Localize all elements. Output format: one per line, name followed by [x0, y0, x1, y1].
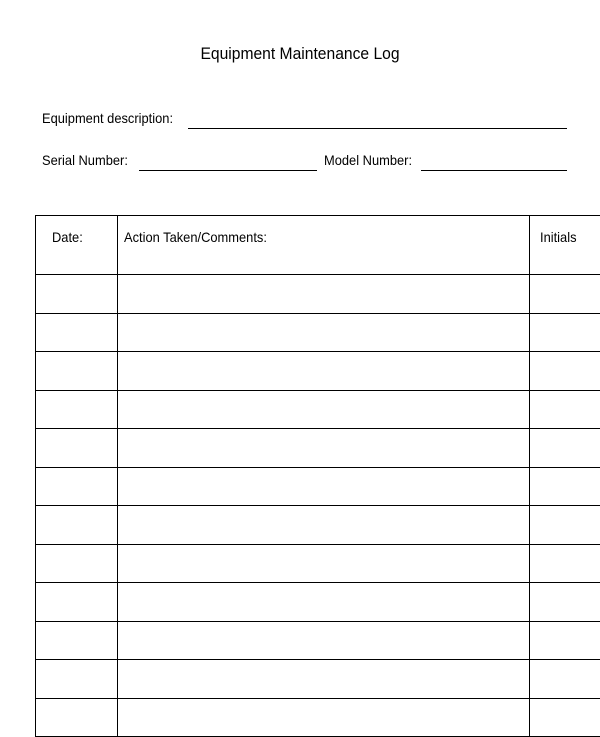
equipment-description-label: Equipment description: — [42, 110, 173, 126]
date-cell[interactable] — [36, 544, 118, 583]
action-cell[interactable] — [118, 467, 530, 506]
action-cell[interactable] — [118, 506, 530, 545]
initials-cell[interactable] — [530, 429, 600, 468]
date-cell[interactable] — [36, 313, 118, 352]
date-cell[interactable] — [36, 352, 118, 391]
action-cell[interactable] — [118, 698, 530, 737]
date-cell[interactable] — [36, 429, 118, 468]
date-cell[interactable] — [36, 660, 118, 699]
page-title: Equipment Maintenance Log — [24, 44, 576, 64]
action-cell[interactable] — [118, 621, 530, 660]
serial-number-label: Serial Number: — [42, 152, 128, 168]
initials-cell[interactable] — [530, 390, 600, 429]
action-cell[interactable] — [118, 275, 530, 314]
column-header-action: Action Taken/Comments: — [118, 216, 530, 275]
initials-cell[interactable] — [530, 467, 600, 506]
initials-cell[interactable] — [530, 313, 600, 352]
table-header-row — [36, 216, 600, 275]
table-row — [36, 352, 600, 391]
table-row — [36, 506, 600, 545]
column-header-initials: Initials — [530, 216, 600, 275]
table-row — [36, 698, 600, 737]
action-cell[interactable] — [118, 352, 530, 391]
date-cell[interactable] — [36, 506, 118, 545]
action-cell[interactable] — [118, 313, 530, 352]
initials-cell[interactable] — [530, 583, 600, 622]
initials-cell[interactable] — [530, 352, 600, 391]
table-row — [36, 313, 600, 352]
initials-cell[interactable] — [530, 621, 600, 660]
table-body — [36, 275, 600, 737]
action-cell[interactable] — [118, 390, 530, 429]
date-cell[interactable] — [36, 275, 118, 314]
initials-cell[interactable] — [530, 275, 600, 314]
table-row — [36, 467, 600, 506]
initials-cell[interactable] — [530, 544, 600, 583]
action-cell[interactable] — [118, 429, 530, 468]
table-row — [36, 429, 600, 468]
table-row — [36, 621, 600, 660]
initials-cell[interactable] — [530, 660, 600, 699]
date-cell[interactable] — [36, 467, 118, 506]
table-row — [36, 544, 600, 583]
date-cell[interactable] — [36, 390, 118, 429]
table-row — [36, 583, 600, 622]
date-cell[interactable] — [36, 583, 118, 622]
equipment-description-field[interactable] — [188, 128, 567, 129]
maintenance-log-table — [35, 215, 600, 737]
table-row — [36, 275, 600, 314]
date-cell[interactable] — [36, 621, 118, 660]
initials-cell[interactable] — [530, 506, 600, 545]
table-row — [36, 660, 600, 699]
column-header-date: Date: — [36, 216, 118, 275]
model-number-field[interactable] — [421, 170, 567, 171]
date-cell[interactable] — [36, 698, 118, 737]
serial-number-field[interactable] — [139, 170, 317, 171]
initials-cell[interactable] — [530, 698, 600, 737]
table-row — [36, 390, 600, 429]
action-cell[interactable] — [118, 544, 530, 583]
action-cell[interactable] — [118, 660, 530, 699]
action-cell[interactable] — [118, 583, 530, 622]
model-number-label: Model Number: — [324, 152, 412, 168]
